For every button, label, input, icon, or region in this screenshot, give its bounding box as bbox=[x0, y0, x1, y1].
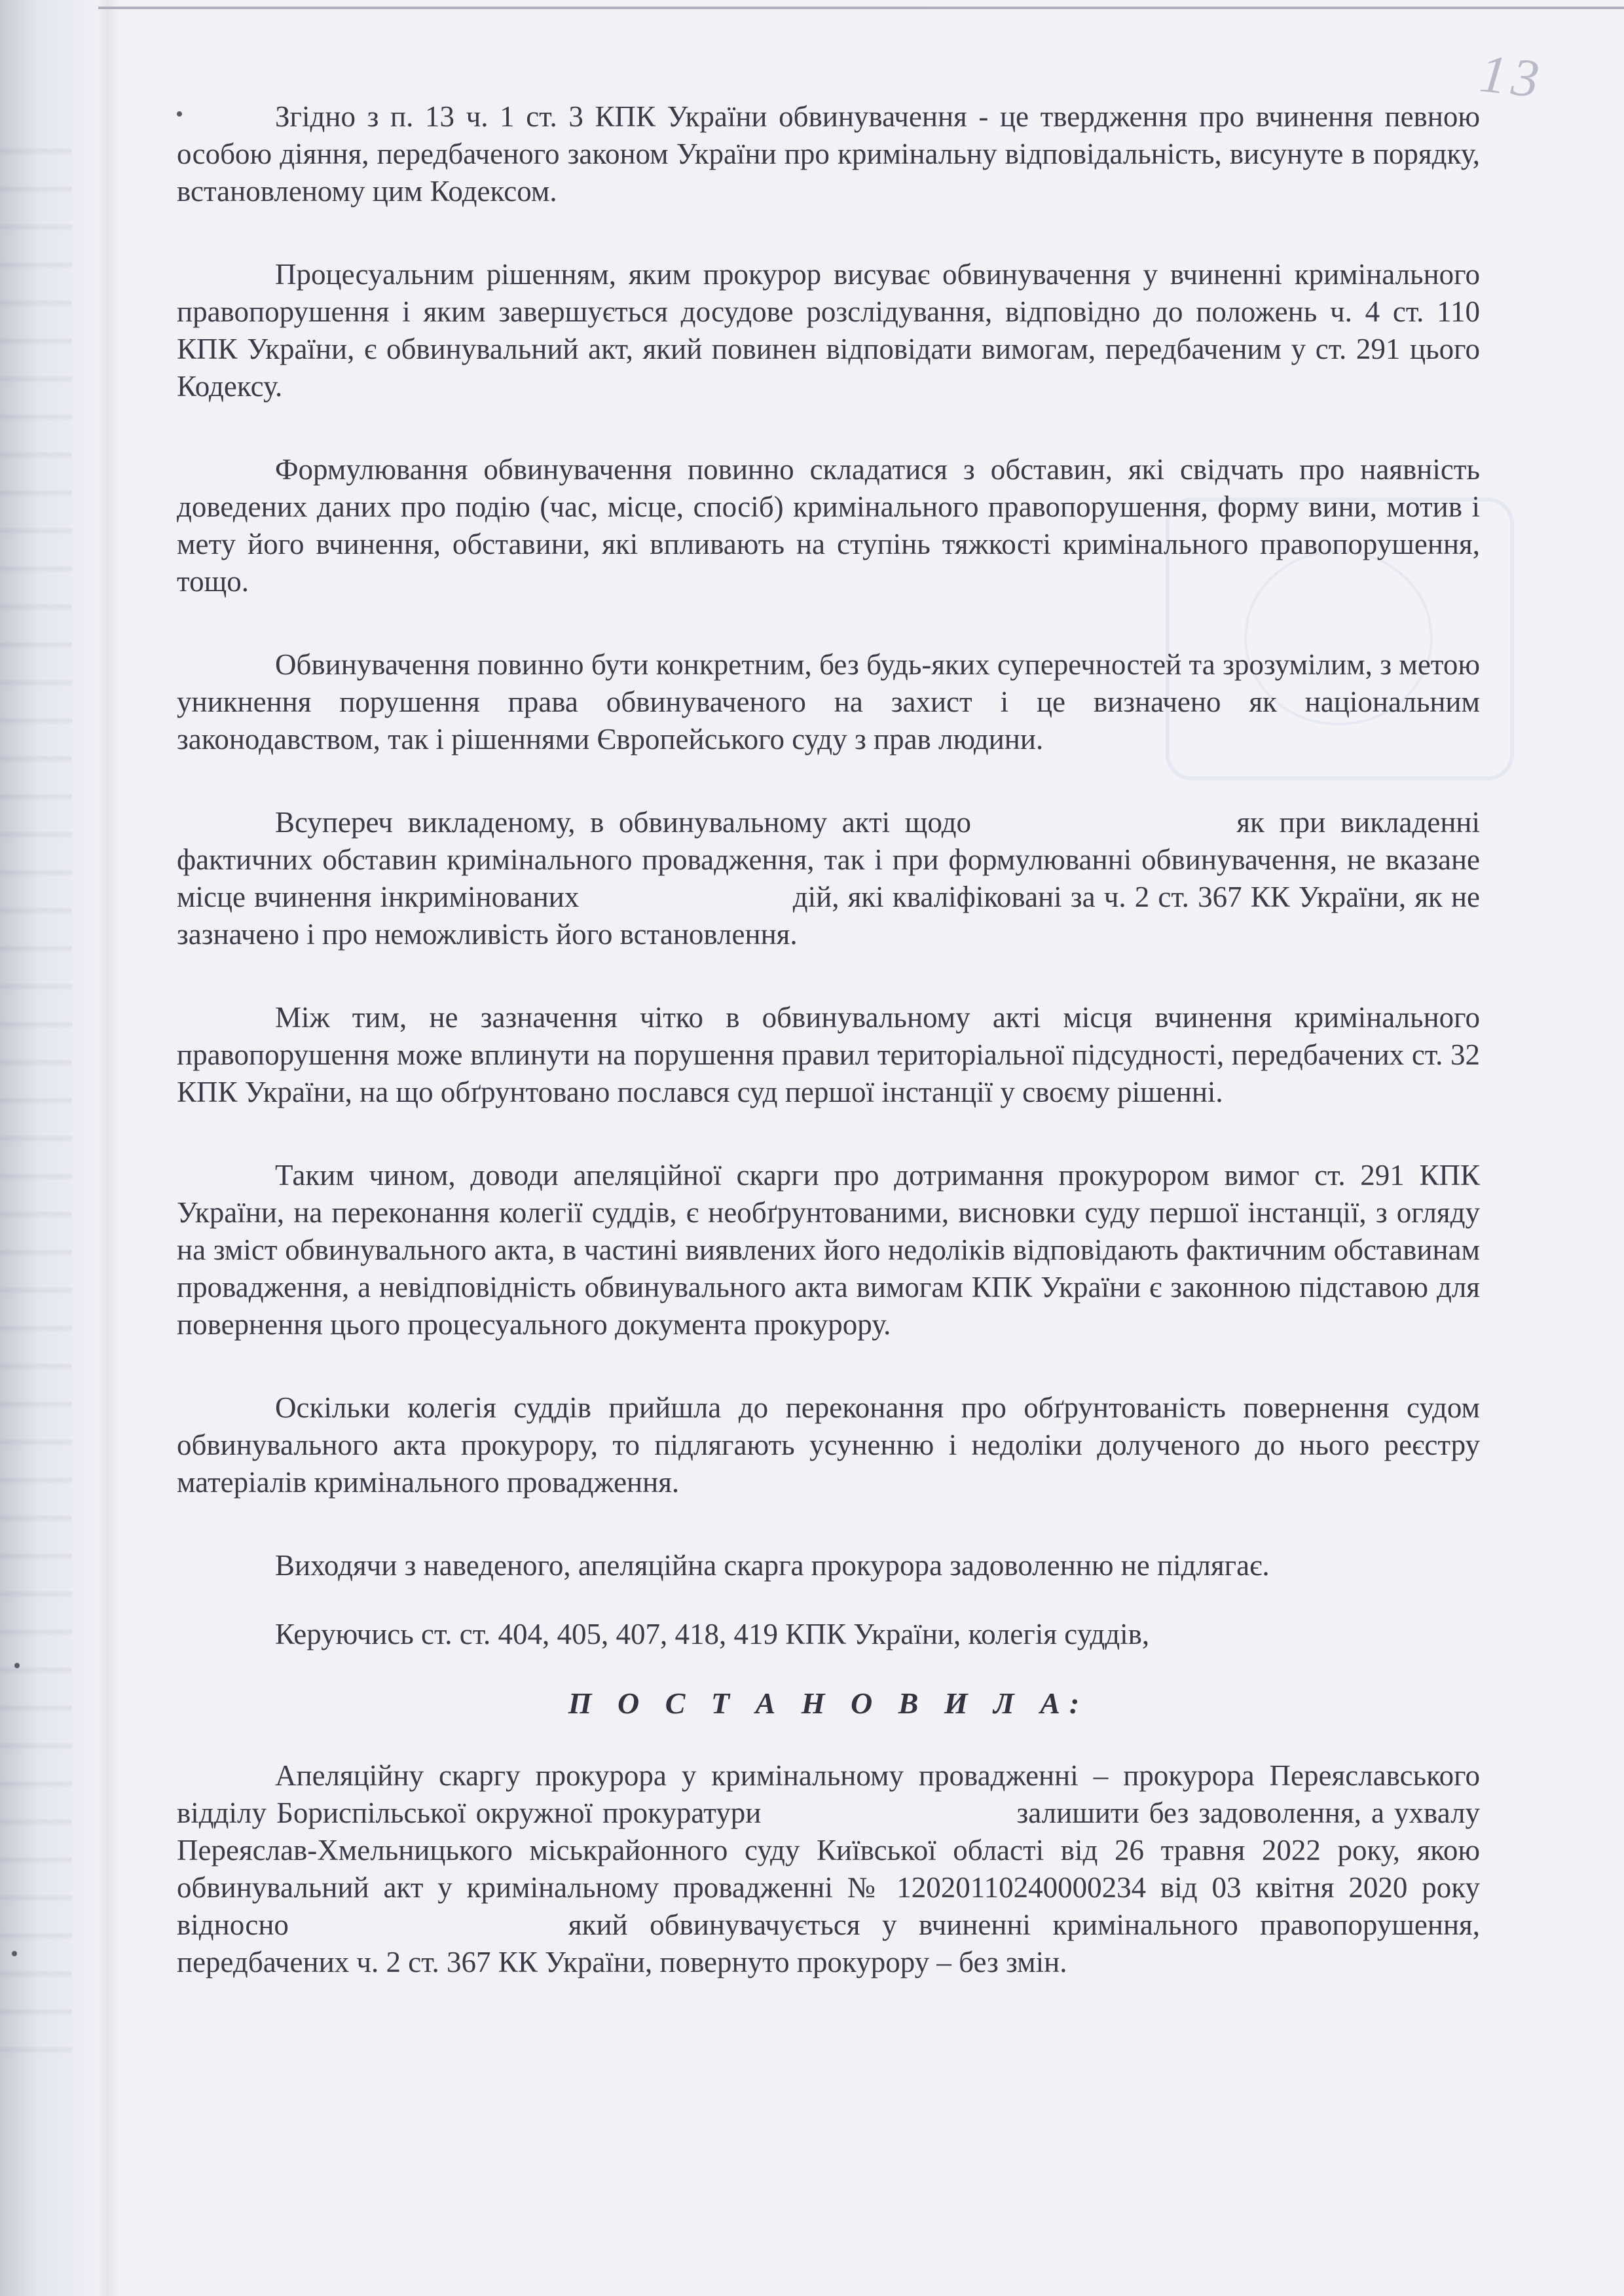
paragraph-contrary-part2: як при викладенні фактичних обставин кримінального провадження, так і при формулюванні обвинувачення, не вказане місце вчинення інкримінованих bbox=[177, 806, 1481, 913]
paragraph-accusation-wording: Формулювання обвинувачення повинно складатися з обставин, які свідчать про наявність доведених даних про подію (час, місце, спосіб) кримінального правопорушення, форму вини, мотив і мету його вчинення, обставини, які впливають на ступінь тяжкості кримінального правопорушення, тощо. bbox=[177, 453, 1480, 598]
scan-speck bbox=[14, 1663, 20, 1668]
previous-page-bleed bbox=[0, 118, 72, 2082]
resolution-part1: Апеляційну скаргу прокурора у кримінальному провадженні – прокурора Переяславського відділу Бориспільської окружної прокуратури bbox=[177, 1759, 1480, 1829]
page-fold-shadow bbox=[98, 0, 118, 2296]
paragraph-contrary-part3: дій, які кваліфіковані за ч. 2 ст. 367 КК України, як не зазначено і про неможливість його встановлення. bbox=[177, 881, 1481, 951]
paragraph-contrary-part1: Всупереч викладеному, в обвинувальному акті щодо bbox=[275, 806, 972, 839]
page-number: 13 bbox=[1477, 43, 1547, 109]
resolution-part3: який обвинувачується у вчиненні кримінального правопорушення, передбачених ч. 2 ст. 367 КК України, повернуто прокурору – без змін. bbox=[177, 1908, 1481, 1978]
paragraph-resolution bbox=[177, 1757, 1480, 1981]
paragraph-accusation-specific: Обвинувачення повинно бути конкретним, без будь-яких суперечностей та зрозумілим, з метою уникнення порушення права обвинуваченого на захист і це визначено як національним законодавством, так і рішеннями Європейського суду з прав людини. bbox=[177, 648, 1480, 756]
paragraph-accusation-definition: Згідно з п. 13 ч. 1 ст. 3 КПК України обвинувачення - це твердження про вчинення певною особою діяння, передбаченого законом України про кримінальну відповідальність, висунуте в порядку, встановленому цим Кодексом. bbox=[177, 100, 1480, 208]
paragraph-contrary bbox=[177, 804, 1480, 953]
scan-speck bbox=[12, 1951, 17, 1956]
paragraph-conclusion: Таким чином, доводи апеляційної скарги про дотримання прокурором вимог ст. 291 КПК України, на переконання колегії суддів, є необґрунтованими, висновки суду першої інстанції, з огляду на зміст обвинувального акта, в частині виявлених його недоліків відповідають фактичним обставинам провадження, а невідповідність обвинувального акта вимогам КПК України є законною підставою для повернення цього процесуального документа прокурору. bbox=[177, 1159, 1480, 1341]
paragraph-guided-by: Керуючись ст. ст. 404, 405, 407, 418, 419 КПК України, колегія суддів, bbox=[275, 1618, 1150, 1650]
paragraph-procedural-decision: Процесуальним рішенням, яким прокурор висуває обвинувачення у вчиненні кримінального правопорушення і яким завершується досудове розслідування, відповідно до положень ч. 4 ст. 110 КПК України, є обвинувальний акт, який повинен відповідати вимогам, передбаченим у ст. 291 цього Кодексу. bbox=[177, 258, 1480, 403]
paragraph-register-defects: Оскільки колегія суддів прийшла до переконання про обґрунтованість повернення судом обвинувального акта прокурору, то підлягають усуненню і недоліки долученого до нього реєстру матеріалів кримінального провадження. bbox=[177, 1391, 1480, 1499]
paragraph-jurisdiction: Між тим, не зазначення чітко в обвинувальному акті місця вчинення кримінального правопорушення може вплинути на порушення правил територіальної підсудності, передбачених ст. 32 КПК України, на що обґрунтовано послався суд першої інстанції у своєму рішенні. bbox=[177, 1001, 1480, 1108]
document-body bbox=[177, 98, 1480, 1981]
paragraph-appeal-denied: Виходячи з наведеного, апеляційна скарга прокурора задоволенню не підлягає. bbox=[275, 1549, 1270, 1582]
page-top-edge bbox=[98, 7, 1624, 9]
resolution-part2: залишити без задоволення, а ухвалу Переяслав-Хмельницького міськрайонного суду Київської області від 26 травня 2022 року, якою обвинувальний акт у кримінальному провадженні № 12020110240000234 від 03 квітня 2020 року відносно bbox=[177, 1796, 1481, 1941]
resolution-heading: П О С Т А Н О В И Л А: bbox=[568, 1686, 1089, 1720]
